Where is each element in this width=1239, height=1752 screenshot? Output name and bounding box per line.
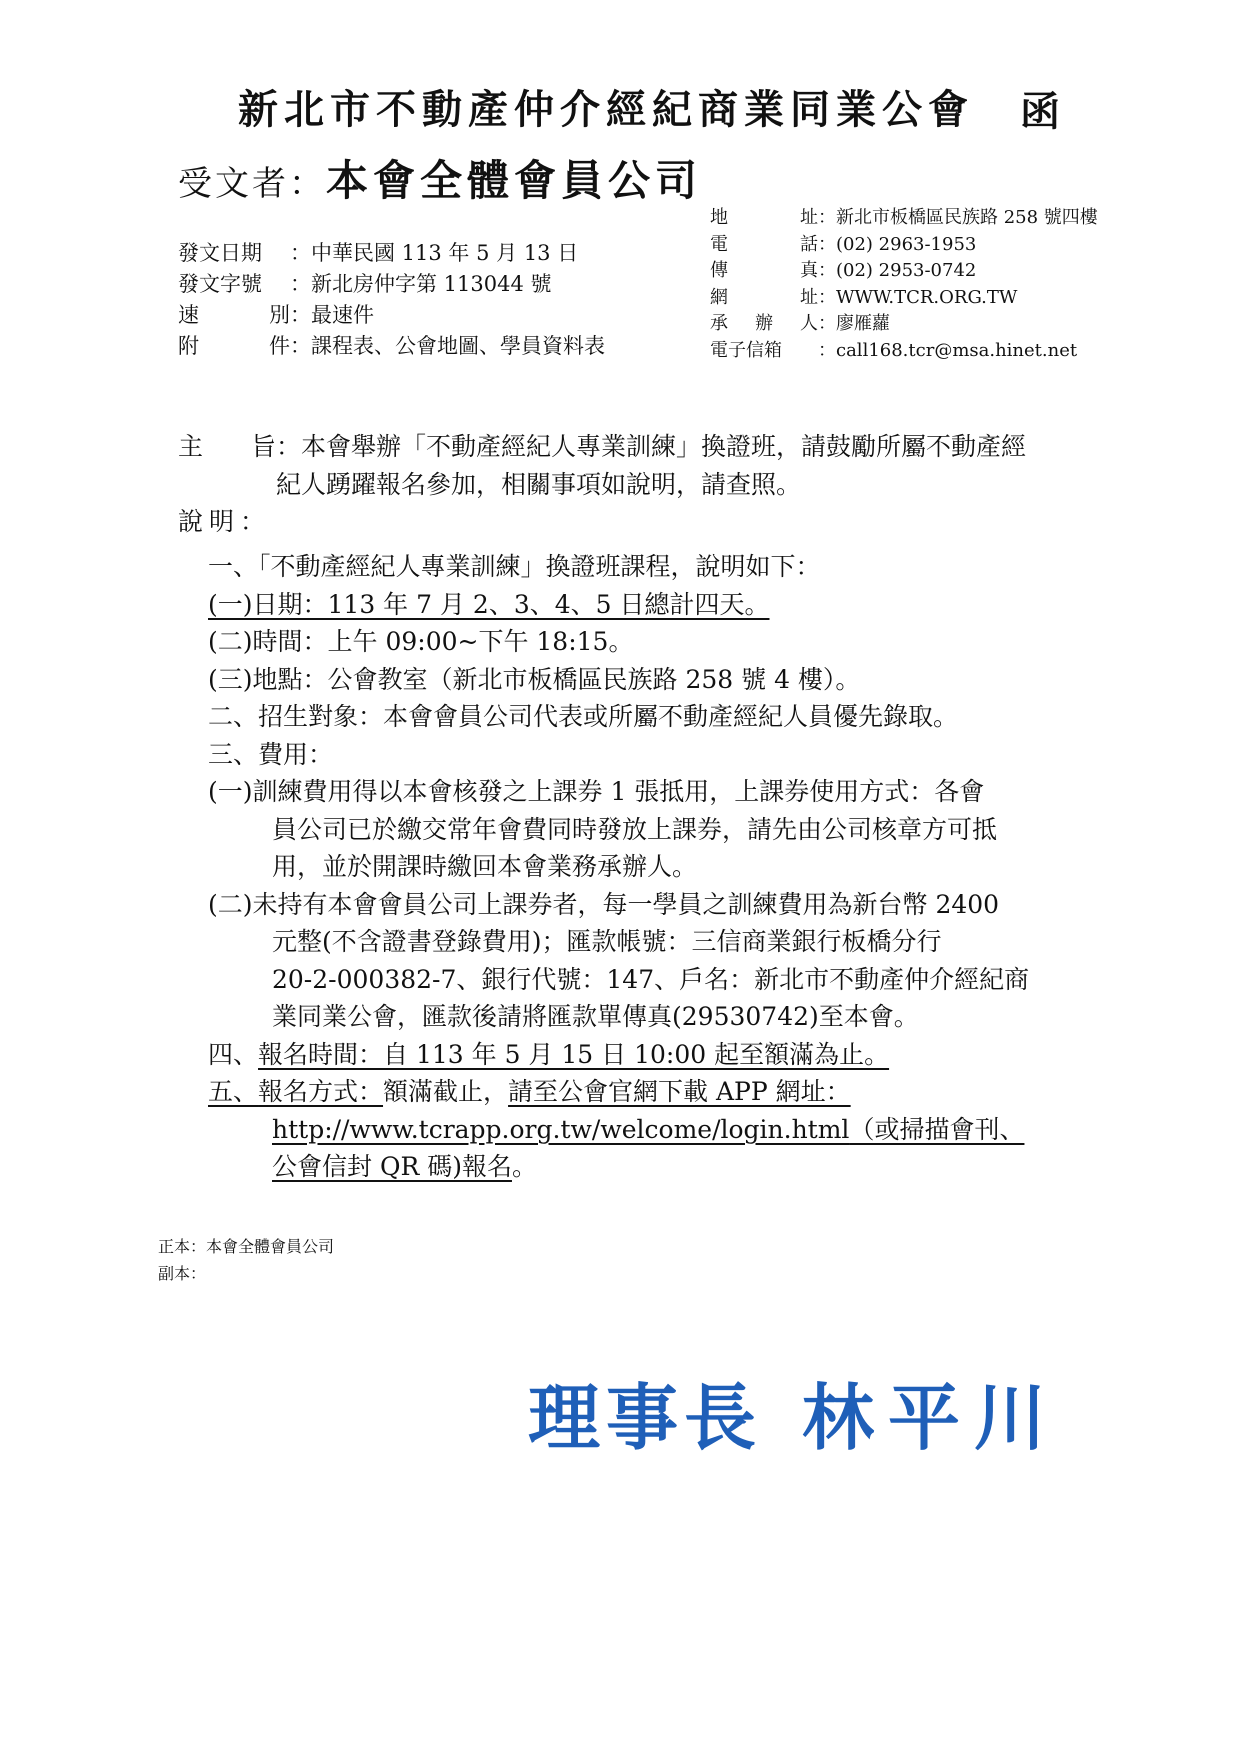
contact-label: 承 辦 人	[710, 313, 818, 334]
meta-number	[178, 269, 605, 300]
contact-fax	[710, 258, 1098, 285]
item-3-2-cont: 元整(不含證書登錄費用)；匯款帳號：三信商業銀行板橋分行	[272, 927, 942, 956]
meta-label: 附 件	[178, 334, 290, 358]
description-items	[208, 548, 1029, 1186]
chairman-signature-stamp	[528, 1360, 1060, 1464]
meta-attachments	[178, 331, 605, 362]
registration-url[interactable]: http://www.tcrapp.org.tw/welcome/login.html	[272, 1114, 850, 1144]
contact-label: 電子信箱	[710, 339, 782, 361]
doc-type: 函	[1020, 88, 1060, 135]
contact-label: 網 址	[710, 286, 818, 308]
contact-website	[710, 285, 1098, 312]
item-3: 三、費用：	[208, 739, 334, 769]
contact-label: 電 話	[710, 233, 818, 255]
signature-title: 理事長	[528, 1376, 763, 1460]
subject-continuation: 紀人踴躍報名參加，相關事項如說明，請查照。	[276, 470, 802, 499]
contact-value: ：WWW.TCR.ORG.TW	[818, 286, 1018, 308]
recipient-label: 受文者：	[178, 164, 326, 204]
contact-handler	[710, 311, 1098, 338]
contact-phone	[710, 232, 1098, 259]
meta-label: 速 別	[178, 303, 290, 327]
meta-value: ：課程表、公會地圖、學員資料表	[290, 334, 605, 358]
item-3-2-cont: 20-2-000382-7、銀行代號：147、戶名：新北市不動產仲介經紀商	[272, 964, 1030, 994]
item-4	[208, 1036, 1029, 1074]
item-3-1-cont: 用，並於開課時繳回本會業務承辦人。	[272, 852, 698, 881]
subject-label: 主 旨	[178, 432, 276, 461]
contact-email	[710, 338, 1098, 365]
item-4-prefix: 四、	[208, 1039, 259, 1069]
meta-value: ：最速件	[290, 303, 374, 327]
item-3-2: (二)未持有本會會員公司上課券者，每一學員之訓練費用為新台幣 2400	[208, 889, 1000, 919]
item-5-end-underlined: 公會信封 QR 碼)報名	[272, 1152, 512, 1181]
recipient-line	[178, 148, 702, 208]
subject-line	[178, 428, 1026, 466]
contact-value: ：新北市板橋區民族路 258 號四樓	[818, 207, 1098, 228]
meta-label: 發文字號	[178, 272, 262, 296]
meta-block	[178, 238, 605, 362]
contact-label: 地 址	[710, 207, 818, 228]
meta-priority	[178, 300, 605, 331]
item-4-text: 報名時間：自 113 年 5 月 15 日 10:00 起至額滿為止。	[258, 1039, 890, 1069]
signature-name: 林平川	[802, 1376, 1061, 1460]
subject-block	[178, 428, 1026, 504]
org-name: 新北市不動產仲介經紀商業同業公會	[238, 86, 974, 133]
description-label: 說明：	[178, 507, 272, 536]
contact-value: ：廖雁蘿	[818, 313, 890, 334]
item-2: 二、招生對象：本會會員公司代表或所屬不動產經紀人員優先錄取。	[208, 702, 959, 731]
item-3-1: (一)訓練費用得以本會核發之上課券 1 張抵用，上課券使用方式：各會	[208, 777, 985, 806]
contact-value: ：call168.tcr@msa.hinet.net	[818, 339, 1078, 361]
item-1-1-text: (一)日期：113 年 7 月 2、3、4、5 日總計四天。	[208, 589, 770, 619]
meta-label: 發文日期	[178, 241, 262, 265]
contact-block	[710, 205, 1098, 364]
item-5-prefix: 五、	[208, 1077, 259, 1106]
item-5-end: 。	[511, 1152, 537, 1181]
item-5-note: （或掃描會刊、	[849, 1114, 1025, 1144]
item-5-rest: 請至公會官網下載 APP 網址：	[508, 1077, 851, 1106]
item-5	[208, 1073, 1029, 1111]
item-3-1-cont: 員公司已於繳交常年會費同時發放上課券，請先由公司核章方可抵	[272, 814, 998, 844]
original-copy: 正本：本會全體會員公司	[158, 1237, 335, 1256]
meta-date	[178, 238, 605, 269]
contact-address	[710, 205, 1098, 232]
meta-value: ：中華民國 113 年 5 月 13 日	[290, 241, 579, 265]
copies-block	[158, 1233, 334, 1287]
item-1: 一、「不動產經紀人專業訓練」換證班課程，說明如下：	[208, 552, 821, 581]
item-5-url-line	[208, 1111, 1029, 1149]
item-3-2-cont: 業同業公會，匯款後請將匯款單傳真(29530742)至本會。	[272, 1002, 919, 1031]
duplicate-copy: 副本：	[158, 1264, 207, 1283]
meta-value: ：新北房仲字第 113044 號	[290, 272, 552, 296]
item-1-1	[208, 586, 1029, 624]
item-1-3: (三)地點：公會教室（新北市板橋區民族路 258 號 4 樓）。	[208, 664, 861, 694]
item-5-end-line	[208, 1148, 1029, 1186]
contact-value: ：(02) 2953-0742	[818, 260, 977, 281]
contact-label: 傳 真	[710, 260, 818, 281]
recipient-value: 本會全體會員公司	[326, 156, 703, 205]
item-5-label: 報名方式：	[258, 1077, 384, 1106]
item-1-2: (二)時間：上午 09:00~下午 18:15。	[208, 627, 634, 656]
item-5-mid: 額滿截止，	[383, 1077, 509, 1106]
subject-text: ：本會舉辦「不動產經紀人專業訓練」換證班，請鼓勵所屬不動產經	[276, 432, 1027, 461]
contact-value: ：(02) 2963-1953	[818, 233, 977, 255]
